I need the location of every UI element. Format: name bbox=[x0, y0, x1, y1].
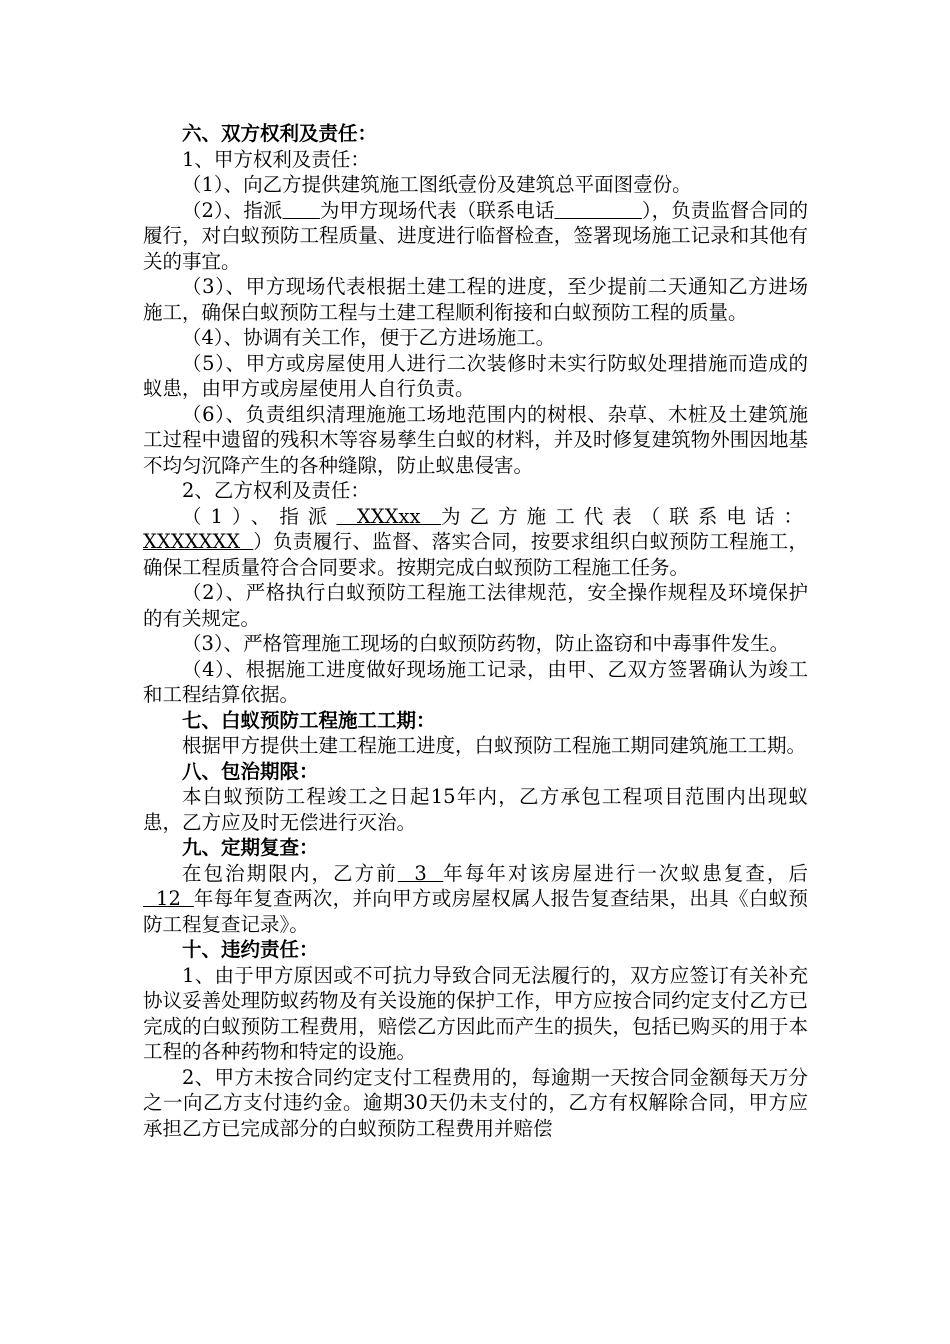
document-page bbox=[143, 121, 808, 1141]
phone-blank bbox=[554, 199, 641, 222]
party-a-item-4: （4）、协调有关工作，便于乙方进场施工。 bbox=[182, 326, 556, 349]
section-9-heading: 九、定期复查： bbox=[182, 836, 319, 859]
section-9-text-a: 在包治期限内，乙方前 bbox=[182, 861, 398, 885]
party-a-item-5: （5）、甲方或房屋使用人进行二次装修时未实行防蚁处理措施而造成的蚁患，由甲方或房屋使用人自行负责。 bbox=[143, 351, 808, 400]
party-a-item-2-text-c: ），负责监督合同的履行，对白蚁预防工程质量、进度进行临督检查，签署现场施工记录和其他有关的事宜。 bbox=[143, 198, 808, 273]
section-7-heading: 七、白蚁预防工程施工工期： bbox=[182, 708, 436, 732]
section-6-heading: 六、双方权利及责任： bbox=[182, 122, 378, 145]
party-a-item-1: （1）、向乙方提供建筑施工图纸壹份及建筑总平面图壹份。 bbox=[182, 173, 692, 196]
section-10-item-2: 2、甲方未按合同约定支付工程费用的，每逾期一天按合同金额每天万分之一向乙方支付违约金。逾期30天仍未支付的，乙方有权解除合同，甲方应承担乙方已完成部分的白蚁预防工程费用并赔偿 bbox=[143, 1065, 808, 1140]
section-8-text: 本白蚁预防工程竣工之日起15年内，乙方承包工程项目范围内出现蚁患，乙方应及时无偿进行灭治。 bbox=[143, 785, 808, 834]
review-years-2: 12 bbox=[143, 887, 194, 910]
section-9-text-c: 年每年复查两次，并向甲方或房屋权属人报告复查结果，出具《白蚁预防工程复查记录》。 bbox=[143, 887, 808, 936]
party-b-phone: XXXXXXX bbox=[143, 530, 254, 553]
party-a-item-2-text-b: 为甲方现场代表（联系电话 bbox=[319, 198, 555, 222]
party-a-item-6: （6）、负责组织清理施施工场地范围内的树根、杂草、木桩及土建筑施工过程中遗留的残积木等容易孳生白蚁的材料，并及时修复建筑物外围因地基不均匀沉降产生的各种缝隙，防止蚁患侵害。 bbox=[143, 402, 808, 477]
party-b-item-1-text-c: ）负责履行、监督、落实合同，按要求组织白蚁预防工程施工，确保工程质量符合合同要求。按期完成白蚁预防工程施工任务。 bbox=[143, 530, 808, 579]
section-7-text: 根据甲方提供土建工程施工进度，白蚁预防工程施工期同建筑施工工期。 bbox=[182, 734, 807, 757]
party-b-item-4: （4）、根据施工进度做好现场施工记录，由甲、乙双方签署确认为竣工和工程结算依据。 bbox=[143, 657, 808, 706]
party-b-representative: XXXxx bbox=[336, 504, 442, 528]
party-a-item-3: （3）、甲方现场代表根据土建工程的进度，至少提前二天通知乙方进场施工，确保白蚁预防工程与土建工程顺利衔接和白蚁预防工程的质量。 bbox=[143, 275, 808, 324]
party-a-item-2-text-a: （2）、指派 bbox=[182, 198, 283, 222]
party-b-item-1-text-b: 为乙方施工代表（联系电话： bbox=[441, 504, 808, 528]
party-a-item-2 bbox=[143, 198, 808, 275]
party-b-item-2: （2）、严格执行白蚁预防工程施工法律规范，安全操作规程及环境保护的有关规定。 bbox=[143, 581, 808, 630]
section-10-item-1: 1、由于甲方原因或不可抗力导致合同无法履行的，双方应签订有关补充协议妥善处理防蚁药物及有关设施的保护工作，甲方应按合同约定支付乙方已完成的白蚁预防工程费用，赔偿乙方因此而产生的损失，包括已购买的用于本工程的各种药物和特定的设施。 bbox=[143, 963, 808, 1063]
section-9-text-b: 年每年对该房屋进行一次蚁患复查，后 bbox=[443, 861, 808, 885]
party-b-title: 2、乙方权利及责任： bbox=[182, 479, 370, 502]
party-b-item-3: （3）、严格管理施工现场的白蚁预防药物，防止盗窃和中毒事件发生。 bbox=[182, 632, 790, 655]
review-years-1: 3 bbox=[397, 861, 444, 885]
party-b-item-1-text-a: （1）、指派 bbox=[182, 504, 337, 528]
section-10-heading: 十、违约责任： bbox=[182, 938, 319, 961]
representative-blank bbox=[282, 199, 319, 222]
party-a-title: 1、甲方权利及责任： bbox=[182, 147, 370, 171]
section-8-heading: 八、包治期限： bbox=[182, 759, 319, 783]
section-9-text bbox=[143, 861, 808, 938]
party-b-item-1 bbox=[143, 504, 808, 581]
